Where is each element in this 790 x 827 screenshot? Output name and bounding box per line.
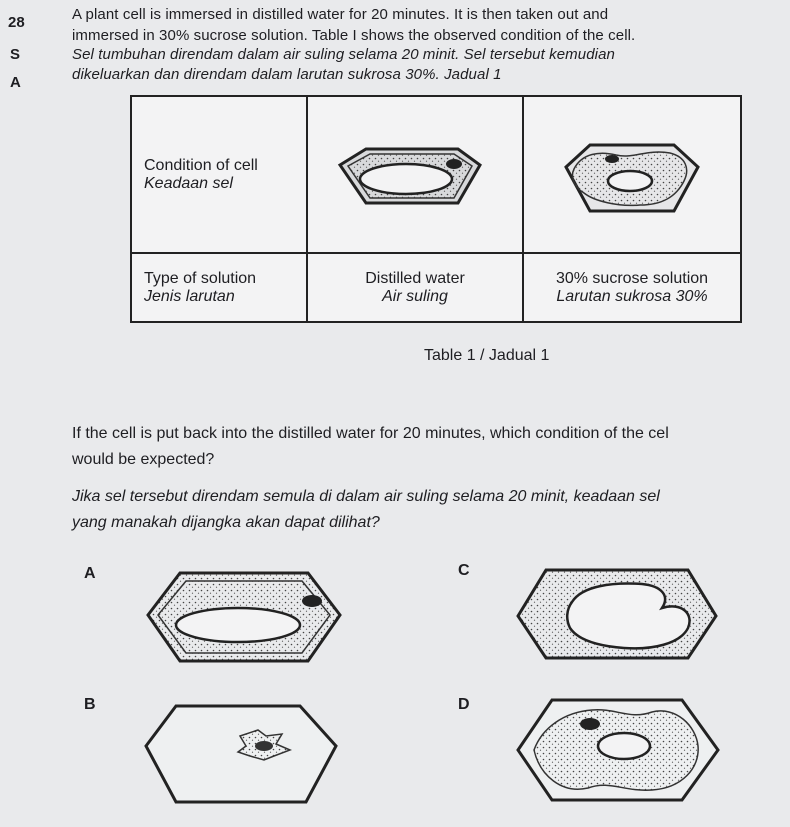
option-b-label[interactable]: B xyxy=(84,696,96,713)
question-malay-line-2: yang manakah dijangka akan dapat dilihat? xyxy=(72,514,380,531)
distilled-water-ms: Air suling xyxy=(382,287,448,305)
option-a-label[interactable]: A xyxy=(84,565,96,582)
sucrose-solution-en: 30% sucrose solution xyxy=(555,269,709,287)
stem-english-line-1: A plant cell is immersed in distilled water for 20 minutes. It is then taken out and xyxy=(72,6,609,23)
distilled-water-cell-drawing xyxy=(307,96,523,253)
observation-table xyxy=(130,95,742,323)
sucrose-solution-label xyxy=(523,253,741,322)
cell-condition-header xyxy=(131,96,307,253)
stem-malay-line-2: dikeluarkan dan direndam dalam larutan sukrosa 30%. Jadual 1 xyxy=(72,66,502,83)
stem-english-line-2: immersed in 30% sucrose solution. Table I shows the observed condition of the cell. xyxy=(72,27,636,44)
question-malay-line-1: Jika sel tersebut direndam semula di dalam air suling selama 20 minit, keadaan sel xyxy=(72,488,660,505)
distilled-water-label xyxy=(307,253,523,322)
side-marker-s: S xyxy=(10,46,21,63)
option-d-label[interactable]: D xyxy=(458,696,470,713)
solution-type-header-ms: Jenis larutan xyxy=(144,287,235,305)
sucrose-solution-ms: Larutan sukrosa 30% xyxy=(556,287,708,305)
option-a-cell-diagram[interactable] xyxy=(140,565,350,670)
question-number: 28 xyxy=(8,14,25,31)
sucrose-cell-drawing xyxy=(523,96,741,253)
question-english-line-2: would be expected? xyxy=(72,451,215,468)
side-marker-a: A xyxy=(10,74,21,91)
option-b-cell-diagram[interactable] xyxy=(140,700,345,810)
solution-type-header-en: Type of solution xyxy=(144,269,257,287)
option-d-cell-diagram[interactable] xyxy=(512,692,732,807)
question-english-line-1: If the cell is put back into the distilled water for 20 minutes, which condition of the cel xyxy=(72,425,669,442)
option-c-label[interactable]: C xyxy=(458,562,470,579)
distilled-water-en: Distilled water xyxy=(365,269,465,287)
cell-condition-header-en: Condition of cell xyxy=(144,156,258,174)
stem-malay-line-1: Sel tumbuhan direndam dalam air suling selama 20 minit. Sel tersebut kemudian xyxy=(72,46,615,63)
cell-condition-header-ms: Keadaan sel xyxy=(144,174,233,192)
turgid-cell-diagram xyxy=(308,97,522,247)
option-c-cell-diagram[interactable] xyxy=(512,562,732,667)
plasmolysed-cell-diagram xyxy=(524,97,738,247)
table-caption: Table 1 / Jadual 1 xyxy=(424,347,550,364)
solution-type-header xyxy=(131,253,307,322)
